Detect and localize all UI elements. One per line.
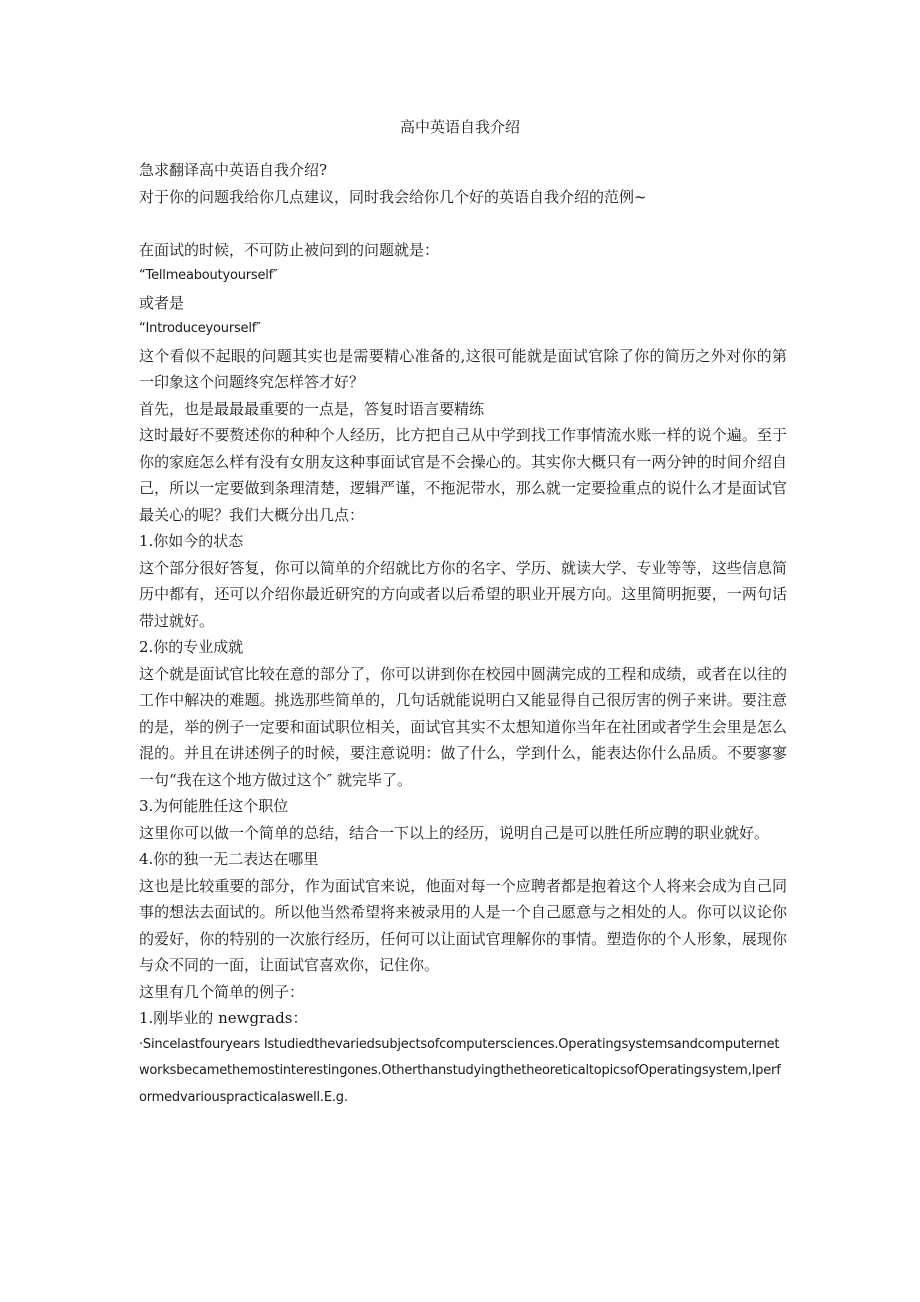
heading-qualified: 3.为何能胜任这个职位 [139, 797, 289, 815]
quote-tell-me: “Tellmeaboutyourself″ [139, 268, 278, 283]
paragraph-concise: 这时最好不要赘述你的种种个人经历，比方把自己从中学到找工作事情流水账一样的说个遍。至于你的家庭怎么样有没有女朋友这种事面试官是不会操心的。其实你大概只有一两分钟的时间介绍自己，所以一定要做到条理清楚，逻辑严谨，不拖泥带水，那么就一定要捡重点的说什么才是面试官最关心的呢？我们大概分出几点： [139, 426, 787, 524]
heading-current-status: 1.你如今的状态 [139, 532, 244, 550]
intro-line: 对于你的问题我给你几点建议，同时我会给你几个好的英语自我介绍的范例~ [139, 187, 647, 206]
paragraph-english-example: ·Sincelastfouryears Istudiedthevariedsubjectsofcomputersciences.Operatingsystemsandcomputernetworksbecamethemostinterestingones.OtherthanstudyingthetheoreticaltopicsofOperatingsystem,Iperformedvariouspracticalaswell.E.g. [139, 1036, 781, 1105]
paragraph-examples-intro: 这里有几个简单的例子： [139, 982, 305, 1001]
blank-line [139, 210, 787, 237]
heading-achievements: 2.你的专业成就 [139, 638, 244, 656]
heading-new-grads: 1.刚毕业的 newgrads： [139, 1009, 308, 1027]
question-line: 急求翻译高中英语自我介绍? [139, 161, 328, 179]
document-title: 高中英语自我介绍 [399, 118, 520, 136]
paragraph-current-status: 这个部分很好答复，你可以简单的介绍就比方你的名字、学历、就读大学、专业等等，这些信息简历中都有，还可以介绍你最近研究的方向或者以后希望的职业开展方向。这里简明扼要，一两句话带过就好。 [139, 558, 787, 630]
document-body [139, 157, 787, 1111]
or-line: 或者是 [139, 293, 185, 312]
heading-unique: 4.你的独一无二表达在哪里 [139, 850, 319, 868]
paragraph-qualified: 这里你可以做一个简单的总结，结合一下以上的经历，说明自己是可以胜任所应聘的职业就好。 [139, 823, 770, 842]
paragraph-achievements: 这个就是面试官比较在意的部分了，你可以讲到你在校园中圆满完成的工程和成绩，或者在以往的工作中解决的难题。挑选那些简单的，几句话就能说明白又能显得自己很厉害的例子来讲。要注意的是，举的例子一定要和面试职位相关，面试官其实不太想知道你当年在社团或者学生会里是怎么混的。并且在讲述例子的时候，要注意说明：做了什么，学到什么，能表达你什么品质。不要寥寥一句“我在这个地方做过这个″ 就完毕了。 [139, 664, 787, 789]
paragraph-interview: 在面试的时候，不可防止被问到的问题就是： [139, 240, 440, 259]
paragraph-unique: 这也是比较重要的部分，作为面试官来说，他面对每一个应聘者都是抱着这个人将来会成为自己同事的想法去面试的。所以他当然希望将来被录用的人是一个自己愿意与之相处的人。你可以议论你的爱好，你的特别的一次旅行经历，任何可以让面试官理解你的事情。塑造你的个人形象，展现你与众不同的一面，让面试官喜欢你，记住你。 [139, 876, 787, 974]
paragraph-first-impression: 这个看似不起眼的问题其实也是需要精心准备的,这很可能就是面试官除了你的简历之外对你的第一印象这个问题终究怎样答才好？ [139, 346, 787, 391]
paragraph-first-point: 首先，也是最最最重要的一点是，答复时语言要精练 [139, 399, 485, 418]
quote-introduce: “Introduceyourself″ [139, 321, 261, 336]
